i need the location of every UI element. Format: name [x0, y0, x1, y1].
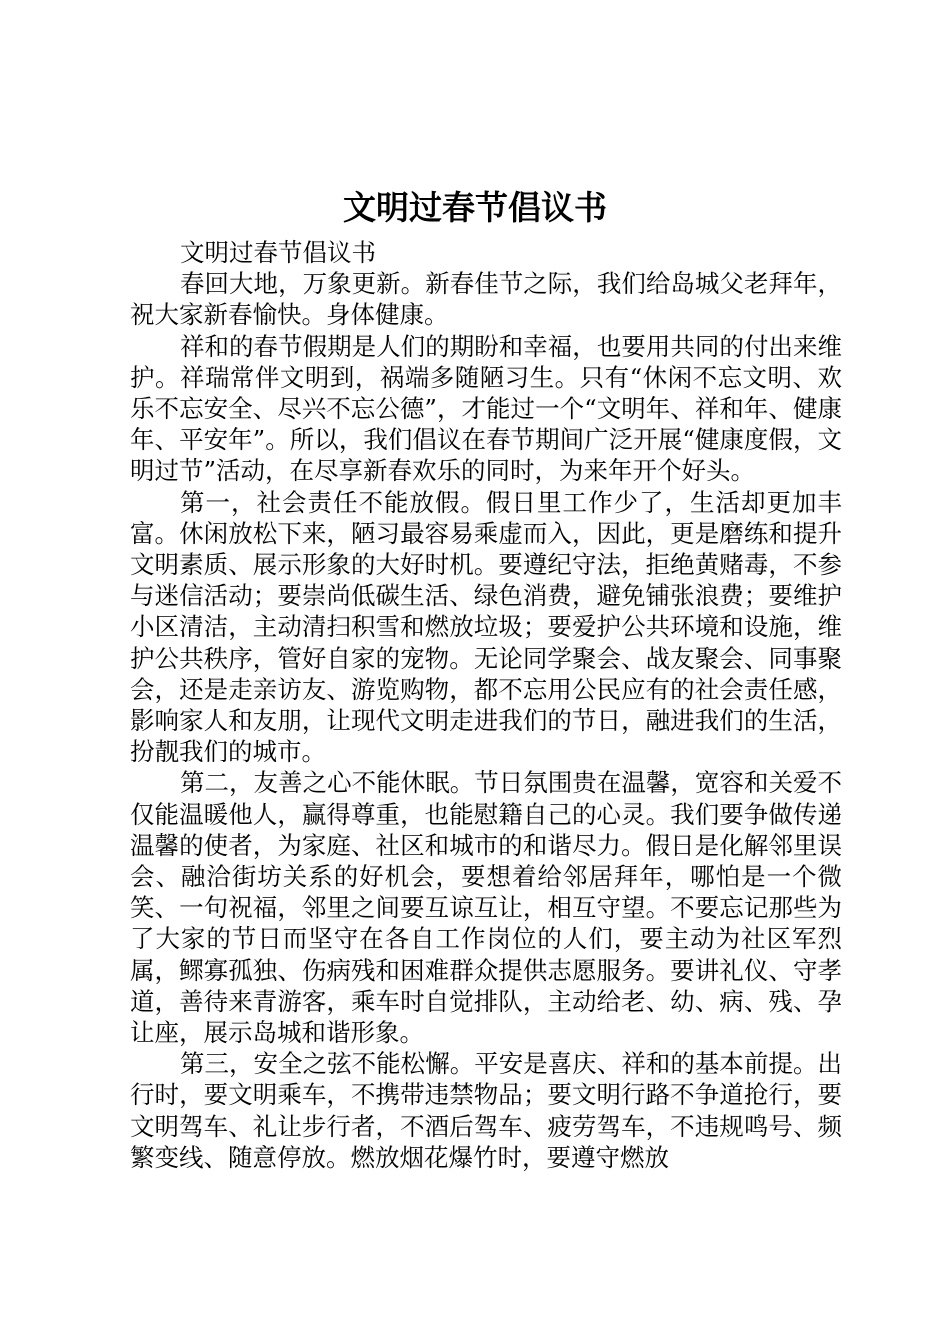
paragraph-greeting: 春回大地，万象更新。新春佳节之际，我们给岛城父老拜年，祝大家新春愉快。身体健康。: [130, 269, 842, 330]
paragraph-point-two: 第二，友善之心不能休眠。节日氛围贵在温馨，宽容和关爱不仅能温暖他人，赢得尊重，也能慰籍自己的心灵。我们要争做传递温馨的使者，为家庭、社区和城市的和谐尽力。假日是化解邻里误会、融洽街坊关系的好机会，要想着给邻居拜年，哪怕是一个微笑、一句祝福，邻里之间要互谅互让，相互守望。不要忘记那些为了大家的节日而坚守在各自工作岗位的人们，要主动为社区军烈属，鳏寡孤独、伤病残和困难群众提供志愿服务。要讲礼仪、守孝道，善待来青游客，乘车时自觉排队，主动给老、幼、病、残、孕让座，展示岛城和谐形象。: [130, 768, 842, 1048]
document-title: 文明过春节倡议书: [343, 188, 607, 227]
paragraph-heading-repeat: 文明过春节倡议书: [180, 238, 376, 267]
paragraph-point-one: 第一，社会责任不能放假。假日里工作少了，生活却更加丰富。休闲放松下来，陋习最容易乘虚而入，因此，更是磨练和提升文明素质、展示形象的大好时机。要遵纪守法，拒绝黄赌毒，不参与迷信活动；要崇尚低碳生活、绿色消费，避免铺张浪费；要维护小区清洁，主动清扫积雪和燃放垃圾；要爱护公共环境和设施，维护公共秩序，管好自家的宠物。无论同学聚会、战友聚会、同事聚会，还是走亲访友、游览购物，都不忘用公民应有的社会责任感，影响家人和友朋，让现代文明走进我们的节日，融进我们的生活，扮靓我们的城市。: [130, 487, 842, 767]
document-body: [130, 237, 842, 1173]
paragraph-introduction: 祥和的春节假期是人们的期盼和幸福，也要用共同的付出来维护。祥瑞常伴文明到，祸端多随陋习生。只有“休闲不忘文明、欢乐不忘安全、尽兴不忘公德”，才能过一个“文明年、祥和年、健康年、平安年”。所以，我们倡议在春节期间广泛开展“健康度假，文明过节”活动，在尽享新春欢乐的同时，为来年开个好头。: [130, 331, 842, 486]
paragraph-point-three: 第三，安全之弦不能松懈。平安是喜庆、祥和的基本前提。出行时，要文明乘车，不携带违禁物品；要文明行路不争道抢行，要文明驾车、礼让步行者，不酒后驾车、疲劳驾车，不违规鸣号、频繁变线、随意停放。燃放烟花爆竹时，要遵守燃放: [130, 1049, 842, 1172]
